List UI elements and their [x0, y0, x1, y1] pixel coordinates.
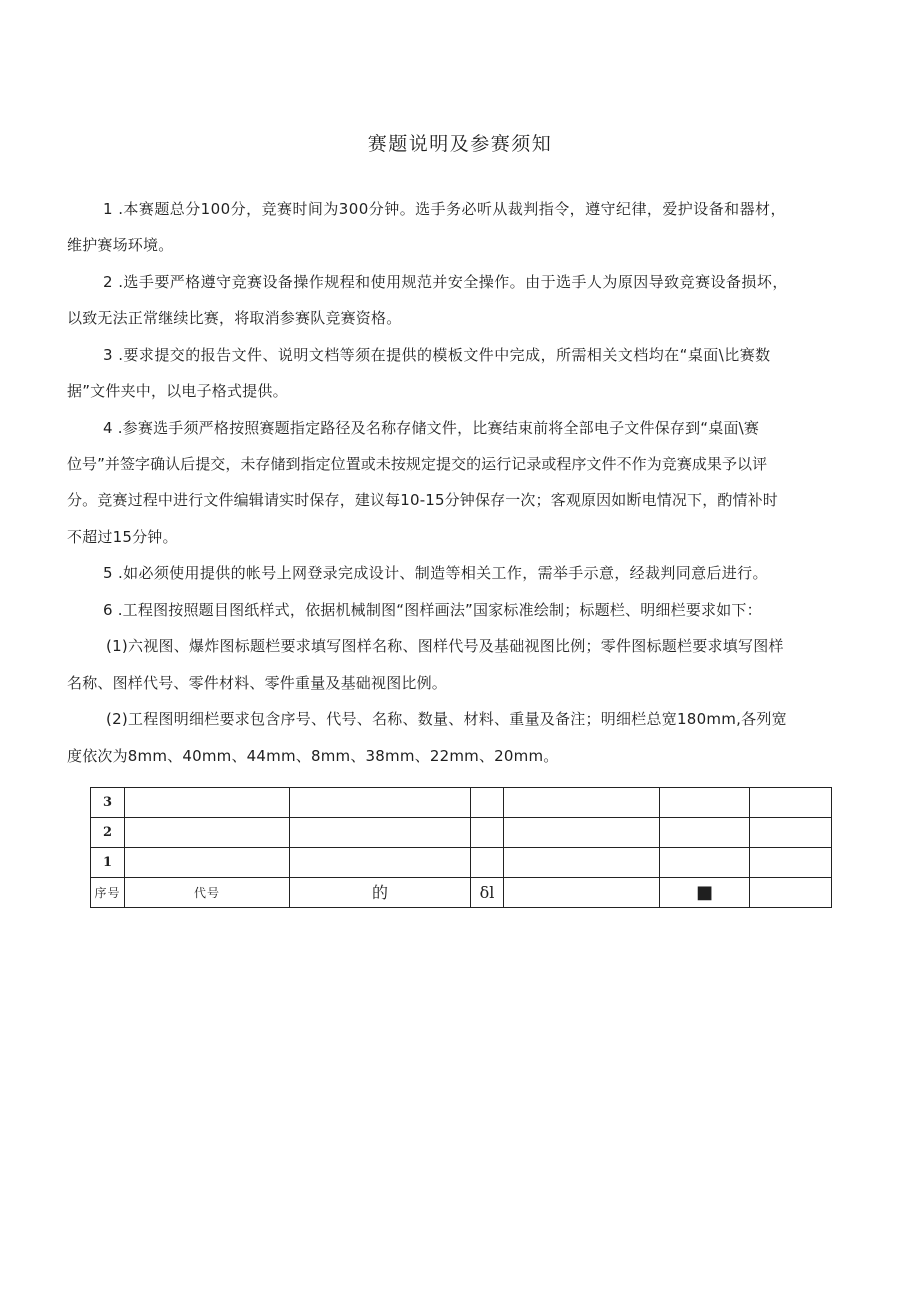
table-cell — [660, 848, 750, 878]
table-cell: 1 — [91, 848, 125, 878]
table-cell — [750, 818, 832, 848]
table-header-cell: ■ — [660, 878, 750, 908]
table-cell — [290, 818, 471, 848]
table-cell — [471, 848, 504, 878]
table-row — [91, 848, 832, 878]
table-cell — [125, 818, 290, 848]
table-cell — [471, 788, 504, 818]
table-cell — [290, 788, 471, 818]
paragraph-line: 3 .要求提交的报告文件、说明文档等须在提供的模板文件中完成，所需相关文档均在“桌面\比赛数 — [103, 346, 771, 364]
paragraph-line: 1 .本赛题总分100分，竞赛时间为300分钟。选手务必听从裁判指令，遵守纪律，爱护设备和器材， — [103, 200, 786, 218]
paragraph-line: 名称、图样代号、零件材料、零件重量及基础视图比例。 — [67, 674, 448, 692]
table-header-cell: 序号 — [91, 878, 125, 908]
table-cell: 2 — [91, 818, 125, 848]
table-cell — [750, 788, 832, 818]
table-header-cell: δl — [471, 878, 504, 908]
table-cell — [125, 788, 290, 818]
paragraph-line: 维护赛场环境。 — [67, 236, 174, 254]
table-cell — [660, 818, 750, 848]
table-header-cell: 的 — [290, 878, 471, 908]
paragraph-line: 4 .参赛选手须严格按照赛题指定路径及名称存储文件，比赛结束前将全部电子文件保存到“桌面\赛 — [103, 419, 760, 437]
page-title: 赛题说明及参赛须知 — [367, 133, 553, 155]
paragraph-line: 位号”并签字确认后提交，未存储到指定位置或未按规定提交的运行记录或程序文件不作为竞赛成果予以评 — [67, 455, 768, 473]
paragraph-line: 不超过15分钟。 — [67, 528, 178, 546]
table-header-cell: 代号 — [125, 878, 290, 908]
table-row — [91, 788, 832, 818]
table-cell — [504, 848, 660, 878]
table-cell: 3 — [91, 788, 125, 818]
table-cell — [125, 848, 290, 878]
table-cell — [290, 848, 471, 878]
table-header-cell — [504, 878, 660, 908]
table-cell — [750, 848, 832, 878]
table-cell — [660, 788, 750, 818]
paragraph-line: 6 .工程图按照题目图纸样式，依据机械制图“图样画法”国家标准绘制；标题栏、明细栏要求如下： — [103, 601, 762, 619]
bill-of-materials-table — [90, 787, 832, 908]
table-cell — [504, 788, 660, 818]
table-header-row — [91, 878, 832, 908]
paragraph-line: 5 .如必须使用提供的帐号上网登录完成设计、制造等相关工作，需举手示意，经裁判同意后进行。 — [103, 564, 768, 582]
paragraph-line: 以致无法正常继续比赛，将取消参赛队竞赛资格。 — [67, 309, 402, 327]
paragraph-line: (1)六视图、爆炸图标题栏要求填写图样名称、图样代号及基础视图比例；零件图标题栏要求填写图样 — [106, 637, 784, 655]
table-row — [91, 818, 832, 848]
table-header-cell — [750, 878, 832, 908]
table-cell — [504, 818, 660, 848]
paragraph-line: 据”文件夹中，以电子格式提供。 — [67, 382, 288, 400]
paragraph-line: (2)工程图明细栏要求包含序号、代号、名称、数量、材料、重量及备注；明细栏总宽180mm,各列宽 — [106, 710, 787, 728]
paragraph-line: 2 .选手要严格遵守竞赛设备操作规程和使用规范并安全操作。由于选手人为原因导致竞赛设备损坏， — [103, 273, 788, 291]
paragraph-line: 分。竞赛过程中进行文件编辑请实时保存，建议每10-15分钟保存一次；客观原因如断电情况下，酌情补时 — [67, 491, 778, 509]
table-cell — [471, 818, 504, 848]
paragraph-line: 度依次为8mm、40mm、44mm、8mm、38mm、22mm、20mm。 — [67, 747, 559, 765]
